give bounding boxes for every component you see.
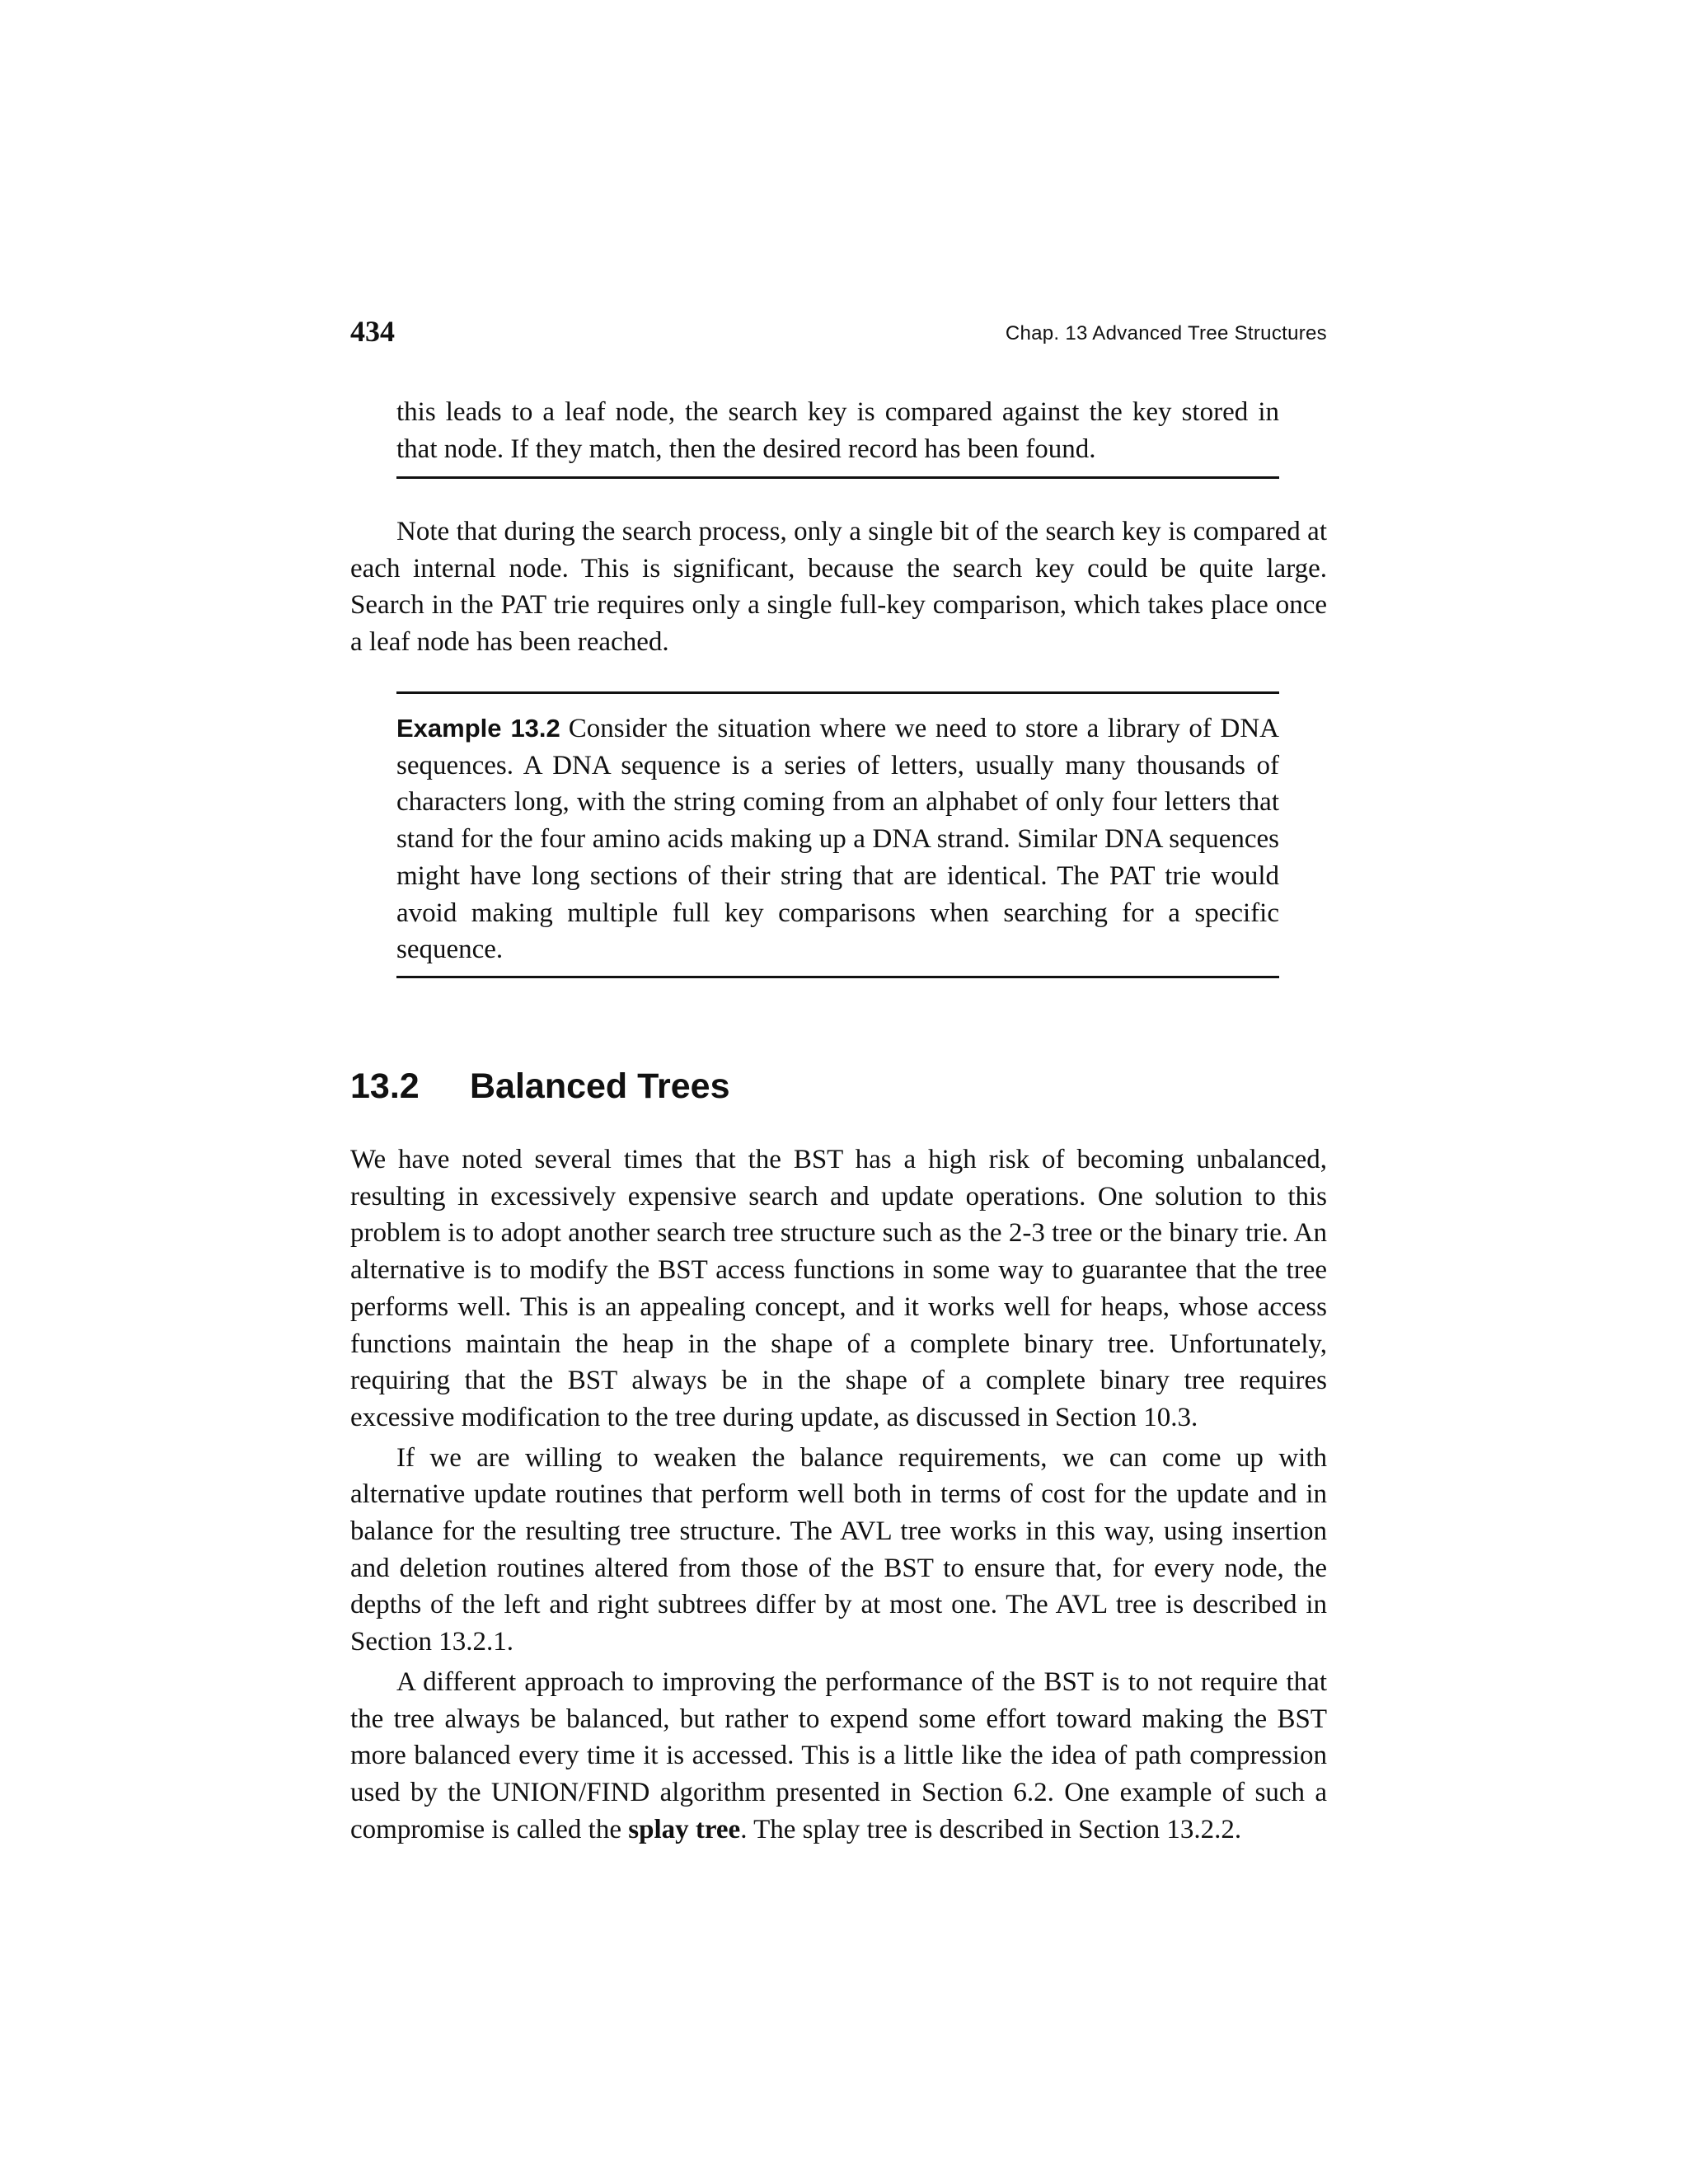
page-number: 434 (350, 315, 395, 348)
paragraph-splay (350, 1664, 1327, 1849)
example-bottom-rule (396, 976, 1279, 978)
running-head: Chap. 13 Advanced Tree Structures (1005, 322, 1327, 344)
section-body (350, 1141, 1327, 1851)
paragraph-splay-text-after: . The splay tree is described in Section 13.2.2. (740, 1814, 1242, 1844)
definition-continuation: this leads to a leaf node, the search key is compared against the key stored in that node. If they match, then the desired record has been found. (396, 397, 1279, 464)
section-title: Balanced Trees (470, 1066, 730, 1106)
example-text: Consider the situation where we need to store a library of DNA sequences. A DNA sequence is a series of letters, usually many thousands of characters long, with the string coming from an alphabet of only four letters that stand for the four amino acids making up a DNA strand. Similar DNA sequences might have long sections of their string that are identical. The PAT trie would avoid making multiple full key comparisons when searching for a specific sequence. (396, 714, 1279, 965)
example-block (396, 710, 1279, 968)
note-paragraph: Note that during the search process, only a single bit of the search key is compared at each internal node. This is significant, because the search key could be quite large. Search in the PAT trie requires only a single full-key comparison, which takes place once a leaf node has been reached. (350, 517, 1327, 658)
paragraph-splay-text-before: A different approach to improving the performance of the BST is to not require that the tree always be balanced, but rather to expend some effort toward making the BST more balanced every time it is accessed. This is a little like the idea of path compression used by the UNION/FIND algorithm presented in Section 6.2. One example of such a compromise is called the (350, 1666, 1327, 1844)
example-top-rule (396, 691, 1279, 694)
splay-tree-term: splay tree (628, 1814, 741, 1844)
definition-end-rule (396, 476, 1279, 479)
section-number: 13.2 (350, 1066, 420, 1106)
paragraph-avl: If we are willing to weaken the balance requirements, we can come up with alternative update routines that perform well both in terms of cost for the update and in balance for the resulting tree structure. The AVL tree works in this way, using insertion and deletion routines altered from those of the BST to ensure that, for every node, the depths of the left and right subtrees differ by at most one. The AVL tree is described in Section 13.2.1. (350, 1442, 1327, 1657)
page-header (350, 315, 1327, 356)
paragraph-intro: We have noted several times that the BST has a high risk of becoming unbalanced, resulting in excessively expensive search and update operations. One solution to this problem is to adopt another search tree structure such as the 2-3 tree or the binary trie. An alternative is to modify the BST access functions in some way to guarantee that the tree performs well. This is an appealing concept, and it works well for heaps, whose access functions maintain the heap in the shape of a complete binary tree. Unfortunately, requiring that the BST always be in the shape of a complete binary tree requires excessive modification to the tree during update, as discussed in Section 10.3. (350, 1145, 1327, 1432)
example-label: Example 13.2 (396, 714, 560, 743)
section-heading (350, 1063, 730, 1109)
